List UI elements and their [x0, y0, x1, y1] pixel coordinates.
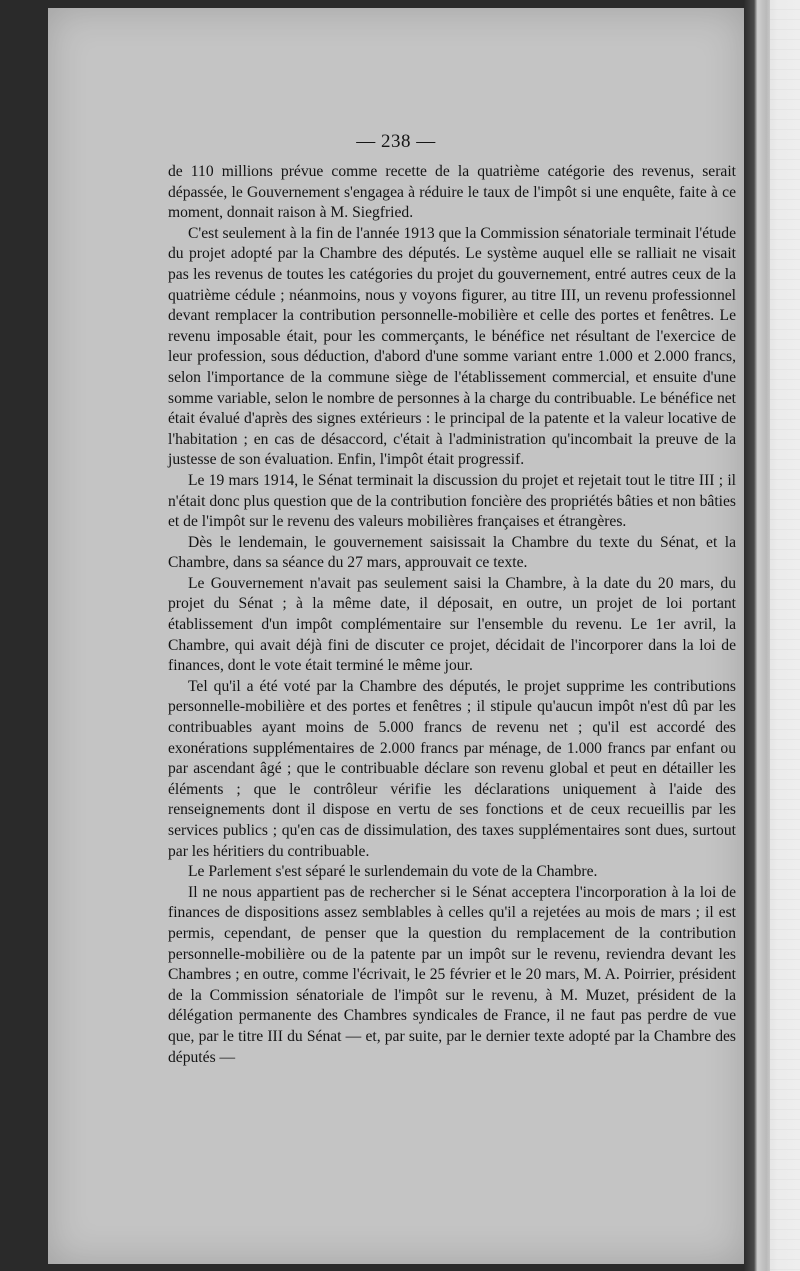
paragraph-7: Le Parlement s'est séparé le surlendemain du vote de la Chambre. [188, 863, 598, 881]
paragraph-6: Tel qu'il a été voté par la Chambre des députés, le projet supprime les contributions personnelle-mobilière et des portes et fenêtres ; il stipule qu'aucun impôt n'est dû par les contribuables ayant moins de 5.000 francs de revenu net ; qu'il est accordé des exonérations supplémentaires de 2.000 francs par ménage, de 1.000 francs par enfant ou par ascendant âgé ; que le contribuable déclare son revenu global et peut en détailler les éléments ; que le contrôleur vérifie les déclarations uniquement à l'aide des renseignements dont il dispose en vertu de ses fonctions et de ceux recueillis par les services publics ; qu'en cas de dissimulation, des taxes supplémentaires sont dues, surtout par les héritiers du contribuable. [168, 677, 736, 860]
paragraph-5: Le Gouvernement n'avait pas seulement saisi la Chambre, à la date du 20 mars, du projet du Sénat ; à la même date, il déposait, en outre, un projet de loi portant établissement d'un impôt complémentaire sur l'ensemble du revenu. Le 1er avril, la Chambre, qui avait déjà fini de discuter ce projet, décidait de l'incorporer dans la loi de finances, dont le vote était terminé le même jour. [168, 574, 736, 675]
paragraph-4: Dès le lendemain, le gouvernement saisissait la Chambre du texte du Sénat, et la Chambre, dans sa séance du 27 mars, approuvait ce texte. [168, 533, 736, 572]
paragraph-8: Il ne nous appartient pas de rechercher si le Sénat acceptera l'incorporation à la loi de finances de dispositions assez semblables à celles qu'il a rejetées au mois de mars ; il est permis, cependant, de penser que la question du remplacement de la contribution personnelle-mobilière ou de la patente par un impôt sur le revenu, reviendra devant les Chambres ; en outre, comme l'écrivait, le 25 février et le 20 mars, M. A. Poirrier, président de la Commission sénatoriale de l'impôt sur le revenu, à M. Muzet, président de la délégation permanente des Chambres syndicales de France, il ne faut pas perdre de vue que, par le titre III du Sénat — et, par suite, par le dernier texte adopté par la Chambre des députés — [168, 883, 736, 1066]
page-number: — 238 — [356, 131, 436, 152]
paragraph-3: Le 19 mars 1914, le Sénat terminait la discussion du projet et rejetait tout le titre III ; il n'était donc plus question que de la contribution foncière des propriétés bâties et non bâties et de l'impôt sur le revenu des valeurs mobilières françaises et étrangères. [168, 471, 736, 531]
page-edge-strip [770, 0, 800, 1271]
body-text [168, 162, 736, 1068]
paragraph-2: C'est seulement à la fin de l'année 1913 que la Commission sénatoriale terminait l'étude du projet adopté par la Chambre des députés. Le système auquel elle se ralliait ne visait pas les revenus de toutes les catégories du projet du gouvernement, entré autres ceux de la quatrième cédule ; néanmoins, nous y voyons figurer, au titre III, un revenu professionnel devant remplacer la contribution personnelle-mobilière et celle des portes et fenêtres. Le revenu imposable était, pour les commerçants, le bénéfice net résultant de l'exercice de leur profession, sous déduction, d'abord d'une somme variant entre 1.000 et 2.000 francs, selon l'importance de la commune siège de l'établissement commercial, et ensuite d'une somme variable, selon le nombre de personnes à la charge du contribuable. Le bénéfice net était évalué d'après des signes extérieurs : le principal de la patente et la valeur locative de l'habitation ; en cas de désaccord, c'était à l'administration qu'incombait la preuve de la justesse de son évaluation. Enfin, l'impôt était progressif. [168, 224, 736, 469]
paragraph-1: de 110 millions prévue comme recette de la quatrième catégorie des revenus, serait dépassée, le Gouvernement s'engagea à réduire le taux de l'impôt si une enquête, faite à ce moment, donnait raison à M. Siegfried. [168, 163, 736, 222]
